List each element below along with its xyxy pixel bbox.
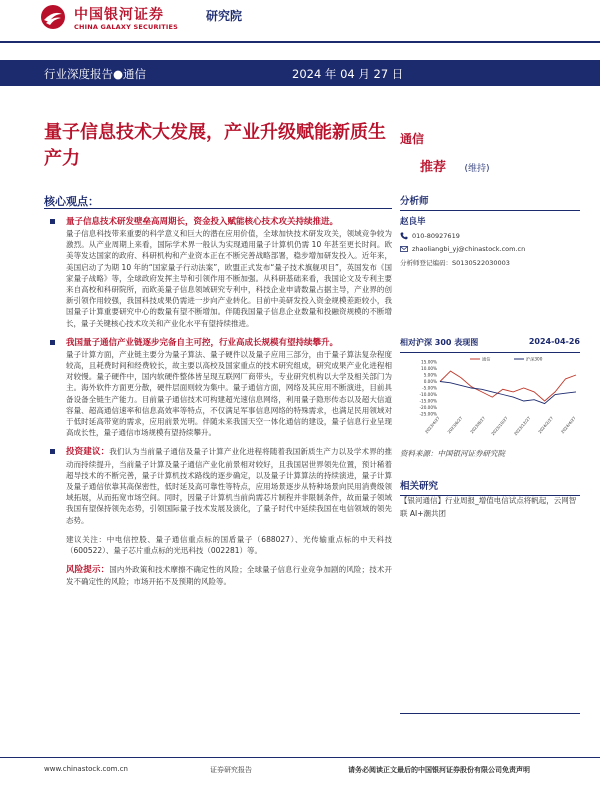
x-tick-label: 2023/6/27 bbox=[446, 415, 464, 435]
key-point-heading: 投资建议： bbox=[66, 447, 110, 458]
phone-icon bbox=[400, 232, 408, 240]
report-banner bbox=[0, 60, 600, 86]
key-point-rd bbox=[44, 216, 392, 329]
y-tick-label: 0.00% bbox=[423, 379, 437, 384]
analyst-phone bbox=[400, 232, 580, 240]
analyst-panel bbox=[400, 193, 580, 267]
logo-chinese-text: 中国银河证券 bbox=[74, 7, 164, 23]
x-tick-label: 2024/4/27 bbox=[559, 415, 577, 435]
series-line-telecom bbox=[440, 371, 576, 401]
y-tick-label: -15.00% bbox=[419, 398, 437, 404]
x-tick-label: 2023/10/27 bbox=[490, 415, 509, 436]
y-tick-label: 10.00% bbox=[421, 366, 437, 371]
y-tick-label: -10.00% bbox=[419, 392, 437, 397]
report-type: 行业深度报告●通信 bbox=[44, 67, 147, 81]
x-tick-label: 2023/12/27 bbox=[512, 415, 532, 436]
key-point-text: 我们认为当前量子通信及量子计算产业化进程将随着我国新质生产力以及学术界的推动而持续提升，当前量子计算及量子通信产业化前景相对较好，且我国居世界领先位置，预计稀着超导技术的不断完善，量子计算机技术路线的逐步确定，以及量子计算算法的持续演进，量子计算及量子通信依靠其高保密性，低时延及高可靠性等特点，应用场景逐步从特种场景向民用消费级领域拓展，从而拓宽市场空间。同时，因量子计算机当前尚需芯片制程并非限制条件，故而量子领域我国有望保持领先态势，引领国际量子技术发展及演化，了量子时代中延续我国在电信领域的领先态势。 bbox=[66, 447, 392, 525]
rating-label: 推荐 bbox=[420, 160, 447, 175]
key-point-heading: 量子信息技术研发壁垒高周期长，资金投入赋能核心技术攻关持续推进。 bbox=[66, 217, 339, 227]
bullet-icon bbox=[50, 340, 55, 345]
bullet-icon bbox=[50, 219, 55, 224]
key-point-risk bbox=[44, 564, 392, 587]
y-tick-label: 5.00% bbox=[423, 372, 437, 378]
key-point-text: 国内外政策和技术摩擦不确定性的风险；全球量子信息行业竞争加剧的风险；技术开发不确定性的风险；市场开拓不及预期的风险等。 bbox=[66, 565, 392, 587]
report-title: 量子信息技术大发展，产业升级赋能新质生产力 bbox=[44, 122, 386, 169]
chart-title: 相对沪深 300 表现图 bbox=[400, 338, 479, 347]
email-address[interactable]: zhaoliangbi_yj@chinastock.com.cn bbox=[412, 245, 526, 253]
key-point-text: 量子计算方面，产业链主要分为量子算法、量子硬件以及量子应用三部分，由于量子算法复杂程度较高，且耗费时间和经费较长，故主要以高校及国家重点的技术研究组成，研究成果产业化进程相对较慢。量子硬件中，国内软硬件整体皆呈现互联网厂商带头，专业研究机构以大学及相关部门为主。海外软件方面更分散，硬件层面则较为集中。量子通信方面，网络及其应用不断演进，目前具备设备全链生产能力。目前量子通信技术可构建超光速信息网络，利用量子隐形传态以及超大信道容量、超高通信速率和信息高效率等特点，不仅满足军事信息网络的特殊需求，也满足民用领域对于低时延高带宽的需求，应用前景光明。伴随未来我国天空一体化通信的建设，量子信息行业呈现高成长性，量子通信市场规模有望持续攀升。 bbox=[66, 349, 392, 438]
relative-performance-chart bbox=[400, 356, 580, 436]
y-tick-label: -5.00% bbox=[422, 385, 437, 391]
series-line-csi300 bbox=[440, 382, 576, 404]
rating bbox=[420, 156, 490, 175]
analyst-heading: 分析师 bbox=[400, 193, 580, 211]
x-tick-label: 2023/8/27 bbox=[469, 415, 487, 435]
legend-label: 通信 bbox=[482, 356, 491, 362]
legend-label: 沪深300 bbox=[526, 356, 543, 362]
key-point-watchlist bbox=[44, 534, 392, 556]
analyst-email bbox=[400, 245, 580, 253]
key-point-industry bbox=[44, 337, 392, 439]
company-logo bbox=[40, 4, 250, 34]
footer-website[interactable]: www.chinastock.com.cn bbox=[44, 765, 128, 773]
sector-label: 通信 bbox=[400, 132, 425, 146]
chart-date: 2024-04-26 bbox=[528, 337, 580, 346]
key-points-divider bbox=[44, 208, 392, 209]
footer-section: 证券研究报告 bbox=[210, 766, 252, 774]
y-tick-label: 15.00% bbox=[421, 359, 437, 365]
x-tick-label: 2023/4/27 bbox=[423, 415, 441, 435]
analyst-registration: 分析师登记编码：S0130522030003 bbox=[400, 259, 510, 267]
rating-sub: (维持) bbox=[464, 164, 490, 174]
phone-number: 010-80927619 bbox=[412, 232, 460, 240]
galaxy-logo-icon bbox=[40, 4, 66, 30]
y-tick-label: -20.00% bbox=[419, 405, 437, 410]
key-point-heading: 风险提示： bbox=[66, 565, 110, 576]
bullet-icon bbox=[50, 449, 55, 454]
chart-source: 资料来源：中国银河证券研究院 bbox=[400, 449, 505, 458]
key-points-body bbox=[44, 216, 392, 596]
chart-header bbox=[400, 337, 580, 353]
research-institute-label: 研究院 bbox=[206, 9, 243, 23]
header-divider bbox=[0, 41, 600, 43]
report-date: 2024 年 04 月 27 日 bbox=[292, 67, 404, 81]
analyst-name: 赵良毕 bbox=[400, 217, 426, 227]
key-point-text: 量子信息科技带来重要的科学意义和巨大的潜在应用价值，全球加快技术研发攻关，领域竞争较为激烈。从产业周期上来看，国际学术界一般认为实现通用量子计算机仍需 10 年甚至更长时间。欧美等发达国家的政府、科研机构和产业资本正在不断完善战略部署，稳步增加研发投入。近年来，美国启动了为期 10 年的“国家量子行动法案”，欧盟正式发布“量子技术旗舰项目”，英国发布《国家量子战略》等，全球政府发挥主导和引领作用不断加强。从科研基础来看，我国论文及专利主要来自高校和科研院所，而欧美量子信息领域研究专利中，科技企业申请数量占据主导，产业界的创新引领作用较强，我国科技成果仍需进一步向产业转化。目前中美研发投入资金规模差距较小，我国量子计算重要研究中心的数量有望不断增加。伴随我国量子信息企业数量和投融资规模的不断增长，量子关键核心技术攻关和产业化水平有望持续推进。 bbox=[66, 229, 392, 328]
key-point-text: 建议关注：中电信控股、量子通信重点标的国盾量子（688027）、光传输重点标的中天科技（600522）、量子芯片重点标的光迅科技（002281）等。 bbox=[66, 534, 392, 556]
key-point-text-wrap bbox=[66, 564, 392, 587]
x-tick-label: 2024/2/27 bbox=[537, 415, 555, 435]
email-icon bbox=[400, 245, 408, 253]
logo-english-text: CHINA GALAXY SECURITIES bbox=[74, 23, 179, 31]
key-point-heading: 我国量子通信产业链逐步完备自主可控，行业高成长规模有望持续攀升。 bbox=[66, 337, 339, 348]
related-research-item[interactable]: 【银河通信】行业周报_增值电信试点将帆起，云网智联 AI+潮共团 bbox=[400, 496, 577, 518]
key-point-investment bbox=[44, 446, 392, 525]
key-point-text-wrap bbox=[66, 446, 392, 525]
y-tick-label: -25.00% bbox=[419, 411, 437, 417]
right-column-bottom-divider bbox=[400, 698, 580, 714]
footer-disclaimer: 请务必阅读正文最后的中国银河证券股份有限公司免责声明 bbox=[348, 766, 530, 774]
key-points-heading: 核心观点： bbox=[44, 195, 99, 208]
footer-divider bbox=[0, 757, 600, 758]
related-research-heading: 相关研究 bbox=[400, 478, 580, 496]
